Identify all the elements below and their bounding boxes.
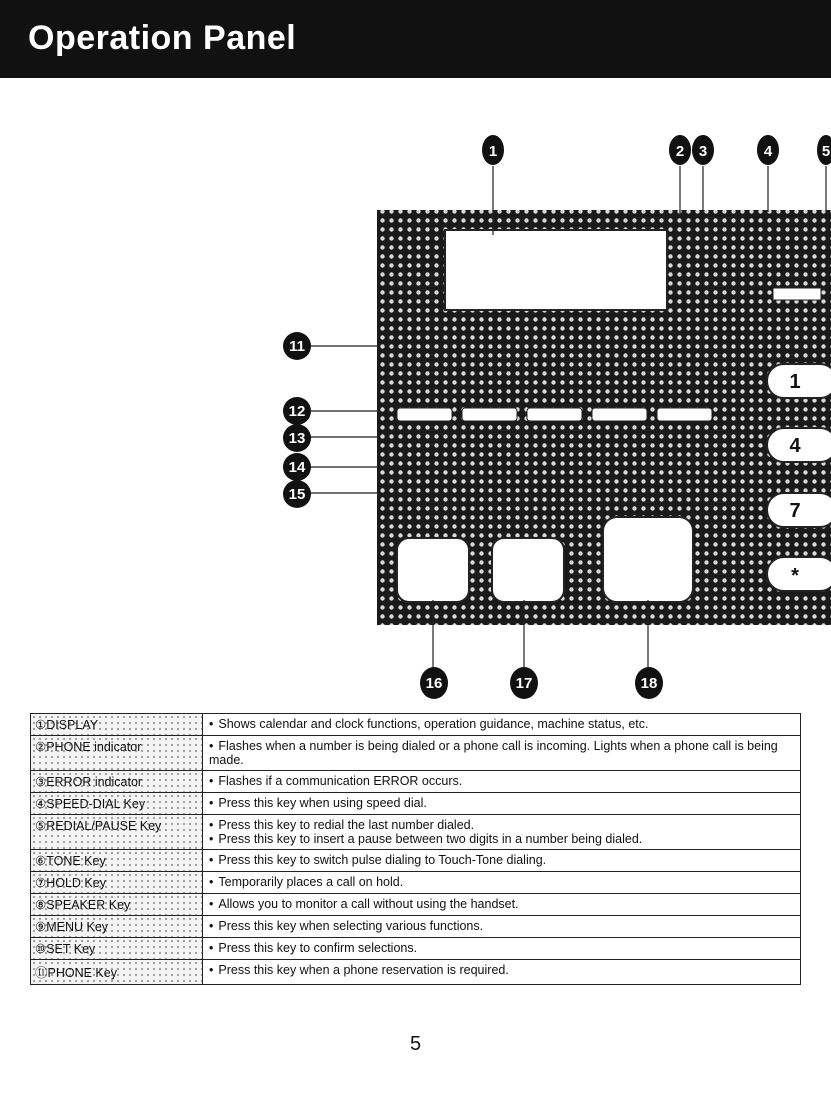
key-description-cell <box>203 916 801 937</box>
keypad-label-4: 4 <box>789 435 801 457</box>
keypad-oval-star <box>767 557 831 591</box>
description-line: • Press this key to confirm selections. <box>209 941 794 955</box>
keypad-label-1: 1 <box>789 371 801 393</box>
callout-label-18: 18 <box>640 675 658 692</box>
table-row <box>31 850 801 872</box>
description-line: • Shows calendar and clock functions, operation guidance, machine status, etc. <box>209 717 794 731</box>
description-line: • Press this key when selecting various functions. <box>209 919 794 933</box>
key-description-table <box>30 713 801 985</box>
description-line: • Temporarily places a call on hold. <box>209 875 794 889</box>
table-row <box>31 938 801 960</box>
key-description-cell <box>203 960 801 984</box>
callout-label-4: 4 <box>763 143 773 160</box>
description-line: • Press this key to insert a pause between two digits in a number being dialed. <box>209 832 794 846</box>
one-touch-key-5 <box>657 408 712 421</box>
large-key-17 <box>492 538 564 602</box>
key-name-cell: ⑥TONE Key <box>31 850 203 871</box>
key-description-cell <box>203 894 801 915</box>
table-row <box>31 736 801 771</box>
table-row <box>31 872 801 894</box>
callout-label-16: 16 <box>425 675 443 692</box>
callout-label-5: 5 <box>821 143 831 160</box>
description-line: • Press this key to switch pulse dialing to Touch-Tone dialing. <box>209 853 794 867</box>
key-name-cell: ⑤REDIAL/PAUSE Key <box>31 815 203 849</box>
page-number: 5 <box>409 1033 422 1055</box>
key-description-cell <box>203 714 801 735</box>
key-name-cell: ⑦HOLD Key <box>31 872 203 893</box>
display-window <box>445 230 667 310</box>
table-row <box>31 894 801 916</box>
callout-label-11: 11 <box>289 338 305 355</box>
key-name-cell: ⑪PHONE Key <box>31 960 203 984</box>
key-description-cell <box>203 850 801 871</box>
one-touch-key-4 <box>592 408 647 421</box>
one-touch-key-1 <box>397 408 452 421</box>
description-line: • Allows you to monitor a call without using the handset. <box>209 897 794 911</box>
indicator-bar <box>773 288 821 300</box>
large-key-16 <box>397 538 469 602</box>
key-name-cell: ⑩SET Key <box>31 938 203 959</box>
key-name-cell: ⑨MENU Key <box>31 916 203 937</box>
table-row <box>31 714 801 736</box>
key-description-cell <box>203 793 801 814</box>
callout-label-17: 17 <box>515 675 533 692</box>
callout-label-3: 3 <box>698 143 708 160</box>
key-description-cell <box>203 815 801 849</box>
keypad-label-7: 7 <box>789 500 801 522</box>
table-row <box>31 815 801 850</box>
one-touch-key-3 <box>527 408 582 421</box>
callout-label-13: 13 <box>288 430 306 447</box>
page-title: Operation Panel <box>28 19 297 57</box>
keypad-label-star: * <box>791 565 799 587</box>
table-row <box>31 771 801 793</box>
description-line: • Press this key to redial the last number dialed. <box>209 818 794 832</box>
callout-label-1: 1 <box>488 143 498 160</box>
key-name-cell: ③ERROR indicator <box>31 771 203 792</box>
description-line: • Press this key when a phone reservation is required. <box>209 963 794 977</box>
key-name-cell: ②PHONE indicator <box>31 736 203 770</box>
table-row <box>31 793 801 815</box>
one-touch-key-2 <box>462 408 517 421</box>
key-description-cell <box>203 771 801 792</box>
key-description-cell <box>203 938 801 959</box>
key-name-cell: ①DISPLAY <box>31 714 203 735</box>
key-name-cell: ⑧SPEAKER Key <box>31 894 203 915</box>
key-description-cell <box>203 736 801 770</box>
table-row <box>31 916 801 938</box>
callout-label-12: 12 <box>288 403 306 420</box>
description-line: • Flashes when a number is being dialed or a phone call is incoming. Lights when a phone call is being made. <box>209 739 794 767</box>
callout-label-15: 15 <box>288 486 306 503</box>
large-key-18 <box>603 517 693 602</box>
table-row <box>31 960 801 985</box>
callout-label-14: 14 <box>288 459 306 476</box>
description-line: • Press this key when using speed dial. <box>209 796 794 810</box>
key-name-cell: ④SPEED-DIAL Key <box>31 793 203 814</box>
callout-label-2: 2 <box>675 143 685 160</box>
description-line: • Flashes if a communication ERROR occurs. <box>209 774 794 788</box>
key-description-cell <box>203 872 801 893</box>
